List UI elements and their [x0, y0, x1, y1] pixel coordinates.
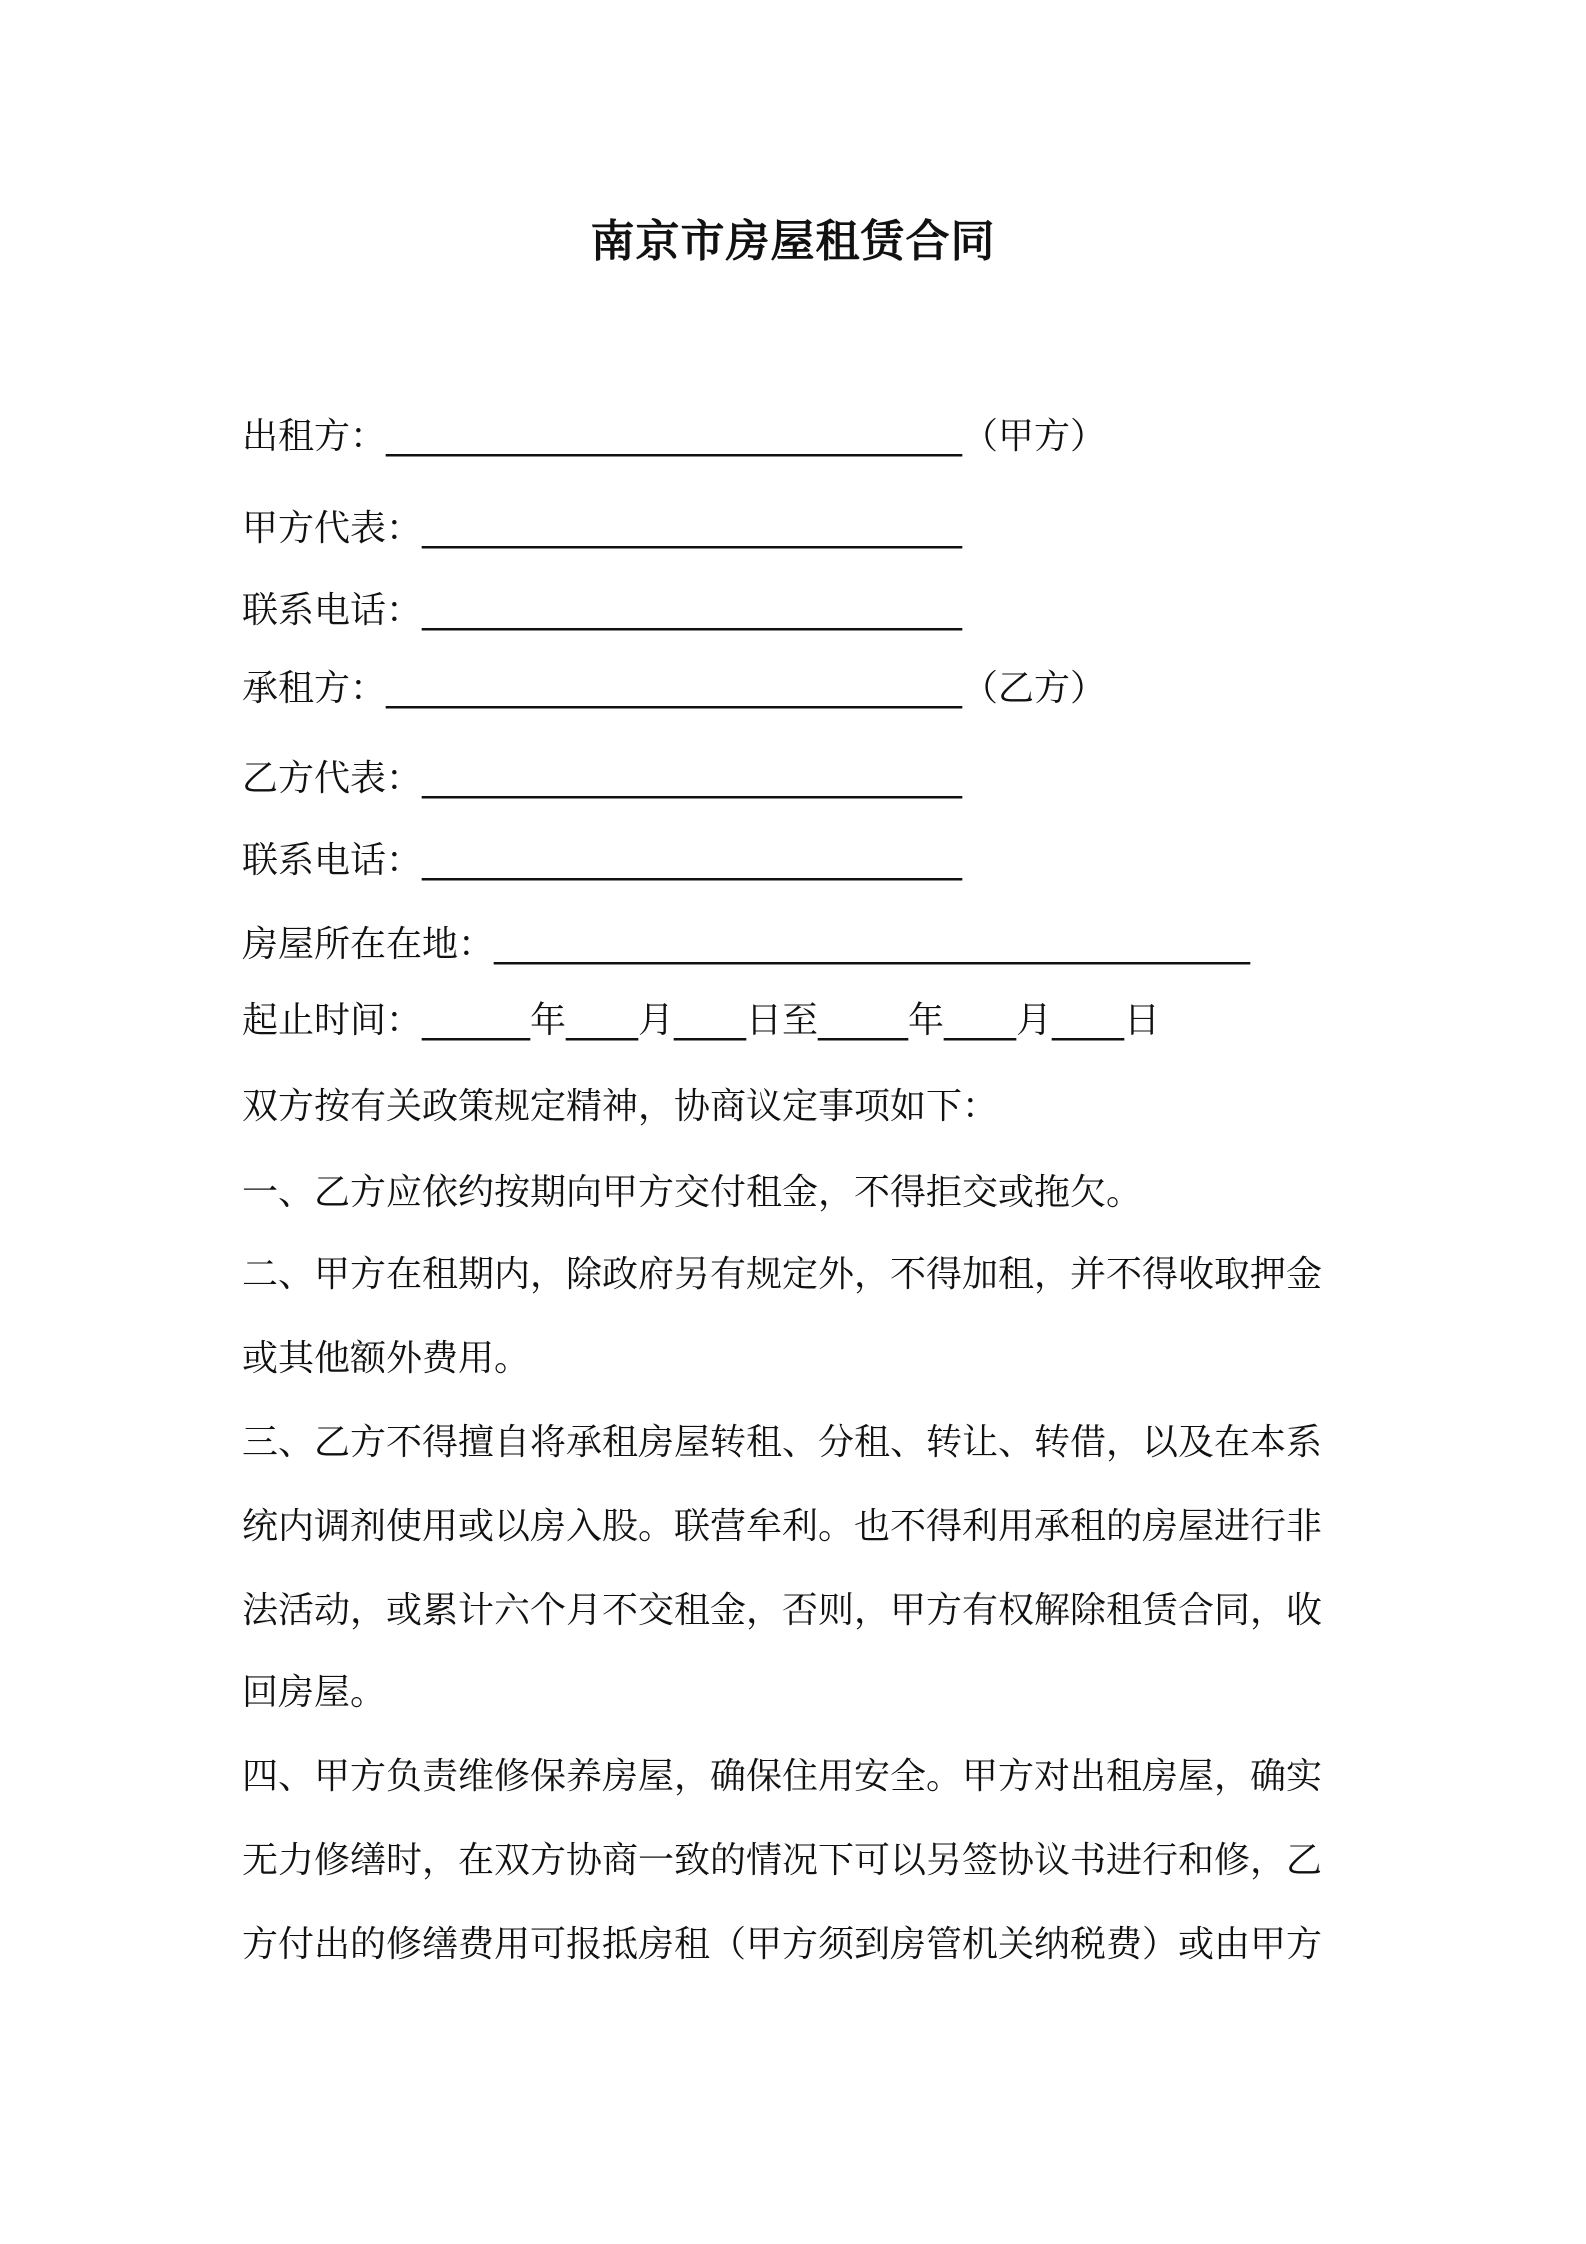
field-lessee-representative: 乙方代表：______________________________ [242, 758, 963, 799]
clause-line: 二、甲方在租期内，除政府另有规定外，不得加租，并不得收取押金 [242, 1254, 1323, 1295]
field-lessee: 承租方：________________________________（乙方） [242, 668, 1107, 709]
field-lessor-representative: 甲方代表：______________________________ [242, 508, 963, 549]
clause-line: 或其他额外费用。 [242, 1338, 531, 1379]
field-lease-period: 起止时间：______年____月____日至_____年____月____日 [242, 1000, 1161, 1041]
document-title: 南京市房屋租赁合同 [590, 216, 996, 267]
field-property-address: 房屋所在在地：__________________________________________ [242, 924, 1251, 965]
clause-line: 法活动，或累计六个月不交租金，否则，甲方有权解除租赁合同，收 [242, 1590, 1323, 1631]
field-lessor-phone: 联系电话：______________________________ [242, 590, 963, 631]
clause-line: 一、乙方应依约按期向甲方交付租金，不得拒交或拖欠。 [242, 1172, 1143, 1213]
clause-line: 统内调剂使用或以房入股。联营牟利。也不得利用承租的房屋进行非 [242, 1506, 1323, 1547]
clause-line: 无力修缮时，在双方协商一致的情况下可以另签协议书进行和修，乙 [242, 1840, 1323, 1881]
clause-line: 方付出的修缮费用可报抵房租（甲方须到房管机关纳税费）或由甲方 [242, 1924, 1323, 1965]
field-lessor: 出租方：________________________________（甲方） [242, 416, 1107, 457]
field-lessee-phone: 联系电话：______________________________ [242, 840, 963, 881]
clause-line: 三、乙方不得擅自将承租房屋转租、分租、转让、转借，以及在本系 [242, 1422, 1323, 1463]
intro-text: 双方按有关政策规定精神，协商议定事项如下： [242, 1086, 999, 1127]
clause-line: 回房屋。 [242, 1672, 387, 1713]
clause-line: 四、甲方负责维修保养房屋，确保住用安全。甲方对出租房屋，确实 [242, 1756, 1323, 1797]
